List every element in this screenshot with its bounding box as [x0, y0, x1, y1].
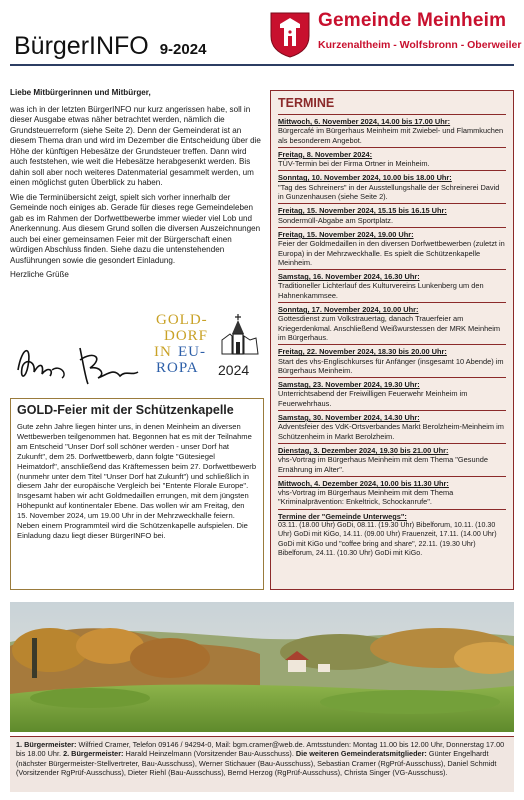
event-item [278, 203, 506, 225]
event-date: Samstag, 30. November 2024, 14.30 Uhr: [278, 413, 420, 423]
mayor-info: Wilfried Cramer, Telefon 09146 / 94294-0, Mail: bgm.cramer@web.de. Amtsstunden: Montag 11.00 bis 12.00 Uhr, Donnerstag 17.00 bis 18.00 Uhr. [16, 740, 505, 759]
event-date: Dienstag, 3. Dezember 2024, 19.30 bis 21.00 Uhr: [278, 445, 449, 455]
event-date: Mittwoch, 6. November 2024, 14.00 bis 17.00 Uhr: [278, 117, 451, 126]
event-text: "Tag des Schreiners" in der Ausstellungshalle der Schreinerei David in Gunzenhausen (siehe Seite 2). [278, 182, 500, 202]
event-text: Start des vhs-Englischkurses für Anfänger (insgesamt 10 Abende) im Bürgerhaus Meinheim. [278, 356, 504, 375]
logo-year: 2024 [218, 362, 250, 378]
page-title [14, 32, 206, 61]
article-title: GOLD-Feier mit der Schützenkapelle [17, 403, 234, 417]
title-text: BürgerINFO [14, 32, 149, 60]
event-date: Freitag, 15. November 2024, 15.15 bis 16.15 Uhr: [278, 206, 447, 216]
event-text: Adventsfeier des VdK-Ortsverbandes Markt Berolzheim-Meinheim im Schützenheim in Markt Berolzheim. [278, 422, 504, 441]
event-item [278, 302, 506, 342]
event-item [278, 269, 506, 300]
event-item [278, 147, 506, 169]
event-text: TÜV-Termin bei der Firma Ortner in Meinheim. [278, 159, 430, 169]
logo-line: EU- [178, 344, 206, 360]
church-icon [218, 312, 260, 356]
village-landscape-photo [10, 602, 514, 732]
event-text: Unterrichtsabend der Freiwilligen Feuerwehr Meinheim im Feuerwehrhaus. [278, 389, 468, 408]
event-item [278, 410, 506, 441]
logo-line: IN [154, 344, 172, 360]
closing: Herzliche Grüße [10, 270, 69, 279]
termine-box [270, 90, 514, 590]
event-text: vhs-Vortrag im Bürgerhaus Meinheim mit dem Thema "Kriminalprävention: Enkeltrick, Schockanrufe". [278, 488, 454, 507]
event-text: Feier der Goldmedaillen in den diversen Dorfwettbewerben (zuletzt in Europa) in der Mehrzweckhalle. Es spielt die Schützenkapelle Meinheim. [278, 239, 505, 267]
deputy-info: Harald Heinzelmann (Vorsitzender Bau-Ausschuss). [125, 749, 294, 759]
mayor-label: 1. Bürgermeister: [16, 740, 77, 749]
event-item [278, 509, 506, 558]
event-item [278, 114, 506, 145]
issue-number: 9-2024 [159, 41, 207, 58]
event-date: Sonntag, 10. November 2024, 10.00 bis 18.00 Uhr: [278, 173, 452, 183]
deputy-label: 2. Bürgermeister: [63, 749, 124, 759]
coat-of-arms-icon [270, 12, 310, 58]
event-item [278, 443, 506, 474]
event-date: Sonntag, 17. November 2024, 10.00 Uhr: [278, 305, 419, 315]
event-date: Freitag, 8. November 2024: [278, 149, 373, 159]
logo-line: GOLD- [156, 312, 208, 328]
header-divider [10, 64, 514, 66]
event-item [278, 476, 506, 507]
event-date: Freitag, 22. November 2024, 18.30 bis 20.00 Uhr: [278, 347, 447, 357]
event-text: Sondermüll-Abgabe am Sportplatz. [278, 215, 394, 225]
council-members: Günter Engelhardt (nächster Bürgermeister-Stellvertreter, Bau-Ausschuss), Werner Stichauer (Bau-Ausschuss), Sebastian Cramer (RgPrüf-Ausschuss), Daniel Schmidt (Vorsitzender RgPrüf-Ausschuss), Dieter Riehl (Bau-Ausschuss), Bernd Herzog (RgPrüf-Ausschuss), Christa Singer (VG-Ausschuss). [16, 749, 497, 777]
event-text: Gottesdienst zum Volkstrauertag, danach Trauerfeier am Kriegerdenkmal. Anschließend Weißwurstessen der MRK Meinheim im Bürgerhaus. [278, 314, 501, 342]
event-text: Traditioneller Lichterlauf des Kulturvereins Lunkenberg um den Hahnenkammsee. [278, 281, 484, 300]
logo-line: DORF [164, 328, 209, 344]
gold-feier-article [10, 398, 264, 590]
intro-paragraph: was ich in der letzten BürgerINFO nur kurz angerissen habe, soll in dieser Ausgabe etwas näher betrachtet werden, nämlich die Grundsteuerreform (siehe Seite 2). Denn der Gemeinderat ist an diesem Thema dran und wird im Dezember die Entscheidung über die Höhe der künftigen Hebesätze der Grundsteuer treffen. Dann wird auch feststehen, wie weit die Hebesätze herabgesenkt werden. Bis dahin soll aber noch weiteres Datenmaterial gesammelt werden, um einen möglichst guten Überblick zu haben. [10, 104, 261, 187]
event-item [278, 344, 506, 375]
event-text: 03.11. (18.00 Uhr) GoDi, 08.11. (19.30 Uhr) Bibelforum, 10.11. (10.30 Uhr) GoDi mit KiGo, 14.11. (09.00 Uhr) Frauenzeit, 17.11. (14.00 Uhr) GoDi mit KiGo und "coffee bring and share", 22.11. (19.30 Uhr) Bibelforum, 24.11. (10.30 Uhr) GoDi mit KiGo. [278, 520, 497, 557]
event-item [278, 170, 506, 201]
event-date: Termine der "Gemeinde Unterwegs": [278, 511, 407, 521]
signature-icon [10, 340, 150, 388]
event-text: Bürgercafé im Bürgerhaus Meinheim mit Zwiebel- und Flammkuchen als besonderem Angebot. [278, 126, 504, 145]
event-item [278, 227, 506, 267]
logo-line: ROPA [156, 360, 199, 376]
salutation: Liebe Mitbürgerinnen und Mitbürger, [10, 88, 151, 97]
gold-dorf-logo [152, 312, 262, 384]
termine-heading: TERMINE [278, 96, 335, 110]
event-date: Samstag, 23. November 2024, 19.30 Uhr: [278, 380, 420, 390]
intro-paragraph: Wie die Terminübersicht zeigt, spielt sich vorher innerhalb der Gemeinde noch einiges ab. Gerade für dieses rege Gemeindeleben gab es im Rahmen der Dorfwettbewerbe immer wieder viel Lob und Anerkennung. Aus diesem Grund sollen die diversen Auszeichnungen auch bei einer gemeinsamen Feier mit der Bürgerschaft einen würdigen Abschluss finden. Siehe dazu die untenstehenden Ausführungen sowie die gesondert Einladung. [10, 192, 261, 265]
event-date: Mittwoch, 4. Dezember 2024, 10.00 bis 11.30 Uhr: [278, 478, 449, 488]
intro-letter [10, 88, 264, 285]
event-date: Samstag, 16. November 2024, 16.30 Uhr: [278, 272, 420, 282]
article-body: Gute zehn Jahre liegen hinter uns, in denen Meinheim an diversen Wettbewerben teilgenommen hat. Begonnen hat es mit der Teilnahme am Entscheid "Unser Dorf soll schöner werden - unser Dorf hat Zukunft", dem 25. Dorfwettbewerb, dann folgte "Gütesiegel Heimatdorf", anschließend das Kräftemessen beim 27. Dorfwettbewerb (nunmehr unter dem Titel "Unser Dorf hat Zukunft") und schließlich in diesem Jahr der europäische Vergleich bei "Entente Florale Europe". Insgesamt haben wir acht Goldmedaillen errungen, mit dem jüngsten Höhepunkt auf kontinentaler Ebene. Das wollen wir am Freitag, den 15. November 2024, um 19.00 Uhr in der Mehrzweckhalle feiern. Neben einem Programmteil wird die Schützenkapelle aufspielen. Die Einladung dazu liegt dieser BürgerINFO bei. [17, 422, 257, 540]
municipality-name: Gemeinde Meinheim [318, 10, 507, 31]
council-label: Die weiteren Gemeinderatsmitglieder: [295, 749, 427, 759]
event-date: Freitag, 15. November 2024, 19.00 Uhr: [278, 229, 414, 239]
municipality-districts: Kurzenaltheim - Wolfsbronn - Oberweiler [318, 39, 522, 51]
event-item [278, 377, 506, 408]
council-footer [10, 736, 514, 792]
event-text: vhs-Vortrag im Bürgerhaus Meinheim mit dem Thema "Gesunde Ernährung im Alter". [278, 455, 488, 474]
